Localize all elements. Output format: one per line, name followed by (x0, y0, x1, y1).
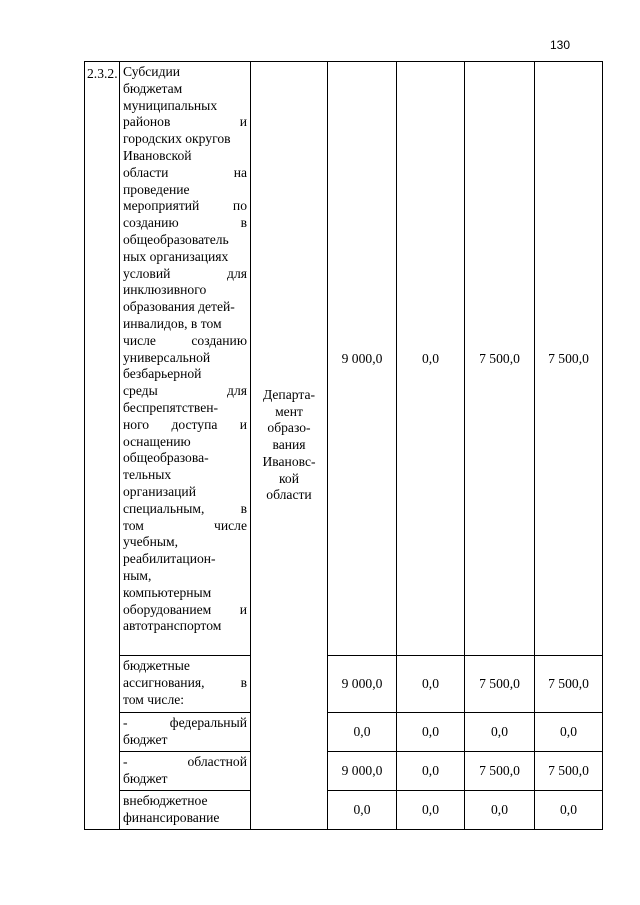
table-row-regional-budget (85, 752, 603, 791)
measure-name-line: проведение (123, 181, 190, 197)
responsible-line: Департа- (262, 386, 316, 402)
value-cell: 0,0 (328, 791, 397, 830)
sub-row-label: внебюджетное финансирование (120, 791, 251, 830)
value-cell: 0,0 (328, 713, 397, 752)
measure-name-line: организаций (123, 483, 196, 499)
measure-name-line: области на (123, 164, 247, 180)
value-cell: 7 500,0 (535, 656, 603, 713)
measure-name-line: беспрепятствен- (123, 399, 219, 415)
value-cell: 9 000,0 (328, 752, 397, 791)
sub-row-label: бюджетные ассигнования, в том числе: (120, 656, 251, 713)
measure-name-line: инклюзивного (123, 282, 207, 298)
measure-name-line: районов и (123, 114, 247, 130)
table-row-main (85, 62, 603, 656)
measure-name-line: тельных (123, 467, 172, 483)
measure-name-line: условий для (123, 265, 247, 281)
measure-name-line: созданию в (123, 215, 247, 231)
value-cell: 0,0 (397, 656, 465, 713)
responsible-line: вания (272, 437, 306, 453)
sub-row-label: - областной бюджет (120, 752, 251, 791)
table-row-budget-allocations (85, 656, 603, 713)
measure-name-line: универсальной (123, 349, 211, 365)
budget-table (84, 61, 603, 830)
responsible-line: образо- (267, 420, 311, 436)
measure-name-line: числе созданию (123, 332, 247, 348)
value-cell: 7 500,0 (465, 62, 535, 656)
value-cell: 0,0 (397, 791, 465, 830)
measure-name-line: общеобразователь (123, 231, 229, 247)
measure-name-line: общеобразова- (123, 450, 209, 466)
measure-name-line: автотранспортом (123, 618, 222, 634)
measure-name-line: оснащению (123, 433, 191, 449)
measure-name-line: бюджетам (123, 80, 183, 96)
value-cell: 9 000,0 (328, 62, 397, 656)
page-number: 130 (550, 38, 571, 52)
value-cell: 0,0 (465, 791, 535, 830)
value-cell: 7 500,0 (465, 656, 535, 713)
value-cell: 7 500,0 (535, 62, 603, 656)
measure-name-line: ным, (123, 567, 152, 583)
value-cell: 7 500,0 (465, 752, 535, 791)
measure-name-line: том числе (123, 517, 247, 533)
measure-name-line: Субсидии (123, 64, 181, 79)
value-cell: 0,0 (535, 791, 603, 830)
value-cell: 7 500,0 (535, 752, 603, 791)
responsible-line: мент (275, 403, 303, 419)
table-row-extrabudgetary (85, 791, 603, 830)
measure-name-line: образования детей- (123, 299, 235, 315)
sub-row-label: - федеральный бюджет (120, 713, 251, 752)
responsible-line: Ивановс- (262, 453, 316, 469)
row-number: 2.3.2. (85, 62, 120, 830)
measure-name-line: мероприятий по (123, 198, 247, 214)
table-row-federal-budget (85, 713, 603, 752)
measure-name-line: муниципальных (123, 97, 218, 113)
measure-name-line: учебным, (123, 534, 178, 550)
measure-name-line: специальным, в (123, 500, 247, 516)
measure-name-line: городских округов (123, 131, 231, 147)
responsible-line: области (266, 487, 312, 503)
measure-name-line: ных организациях (123, 248, 229, 264)
measure-name (120, 62, 251, 656)
responsible-line: кой (279, 470, 299, 486)
measure-name-line: оборудованием и (123, 601, 247, 617)
responsible-department (251, 62, 328, 830)
value-cell: 0,0 (465, 713, 535, 752)
measure-name-line: среды для (123, 383, 247, 399)
value-cell: 0,0 (397, 752, 465, 791)
measure-name-line: инвалидов, в том (123, 315, 222, 331)
measure-name-line: реабилитацион- (123, 551, 216, 567)
value-cell: 0,0 (535, 713, 603, 752)
measure-name-line: компьютерным (123, 584, 212, 600)
measure-name-line: Ивановской (123, 147, 192, 163)
value-cell: 0,0 (397, 713, 465, 752)
value-cell: 9 000,0 (328, 656, 397, 713)
measure-name-line: ного доступа и (123, 416, 247, 432)
measure-name-line: безбарьерной (123, 366, 202, 382)
value-cell: 0,0 (397, 62, 465, 656)
